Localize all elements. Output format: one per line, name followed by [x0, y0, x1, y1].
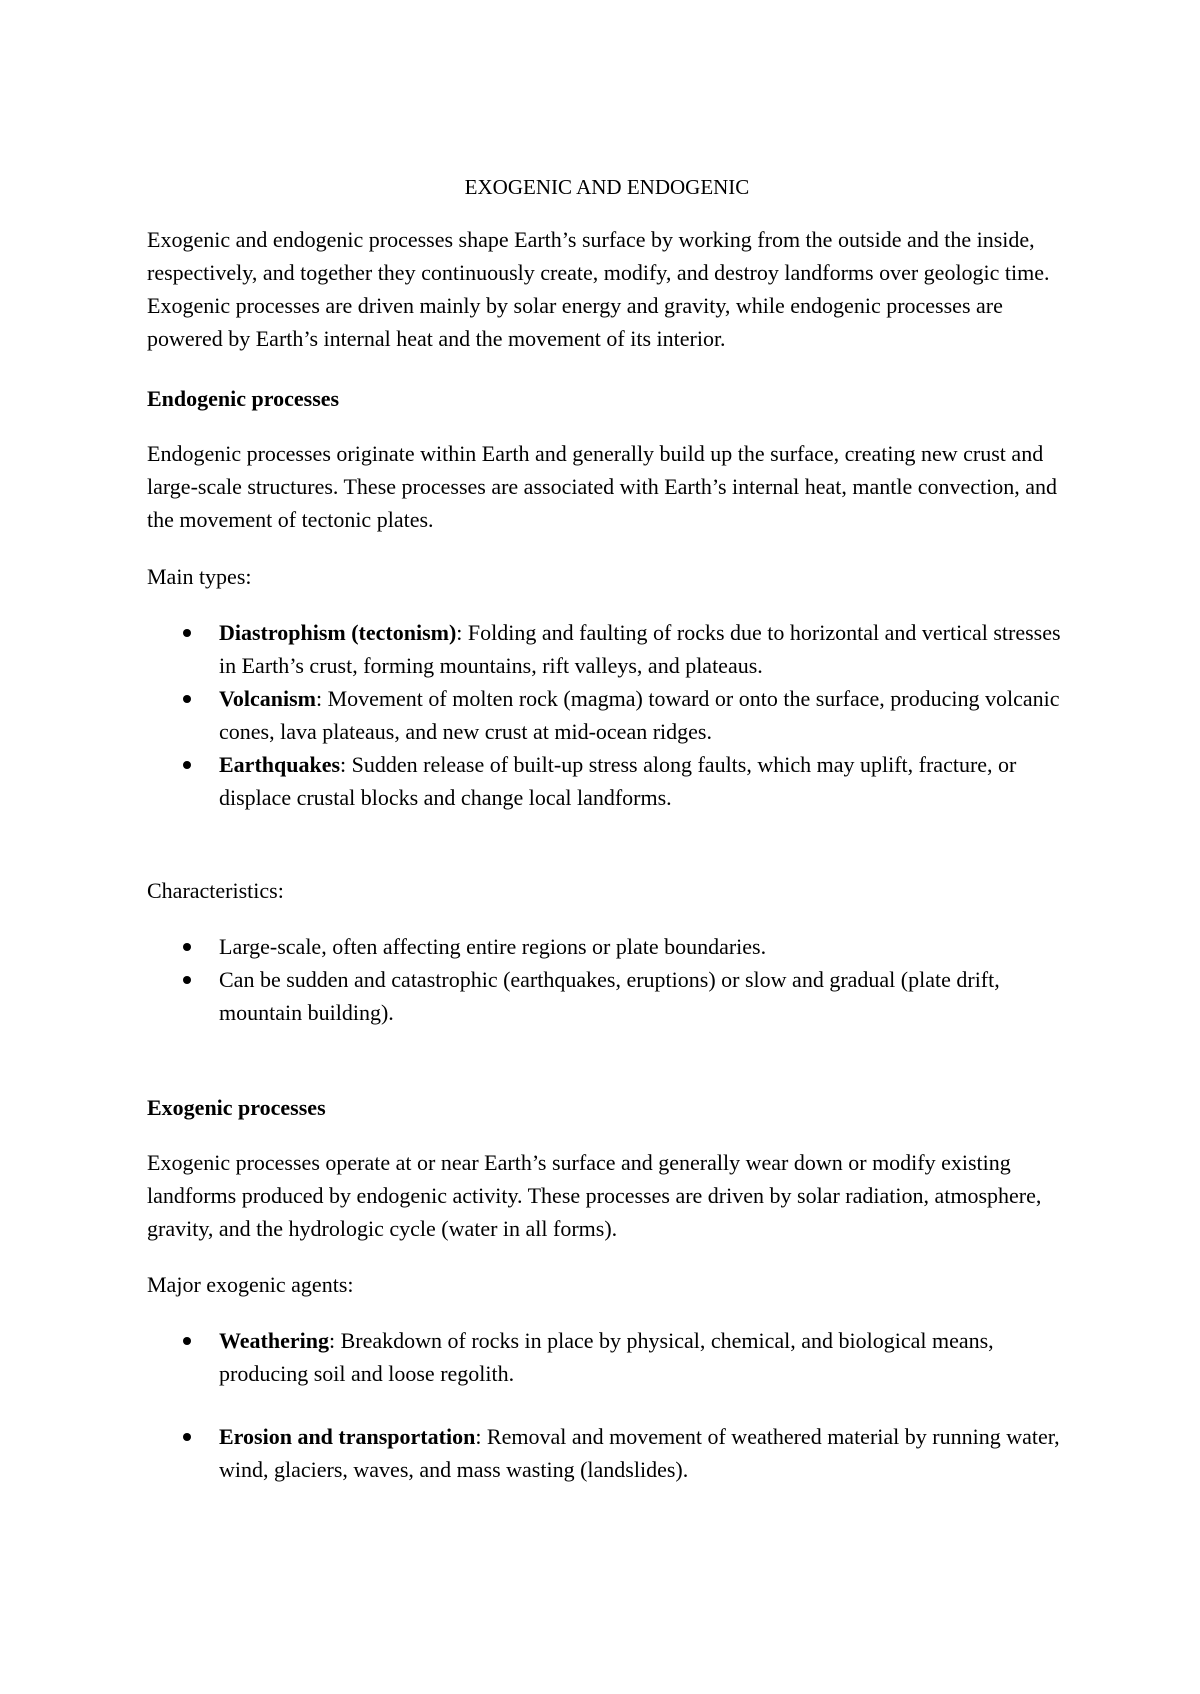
document-page	[147, 172, 1067, 1486]
list-item-term: Volcanism	[219, 686, 316, 711]
bullet-icon	[183, 943, 191, 951]
exogenic-paragraph: Exogenic processes operate at or near Earth’s surface and generally wear down or modify existing landforms produced by endogenic activity. These processes are driven by solar radiation, atmosphere, gravity, and the hydrologic cycle (water in all forms).	[147, 1150, 1042, 1241]
list-item	[147, 1324, 1067, 1390]
list-item-text: : Movement of molten rock (magma) toward or onto the surface, producing volcanic cones, lava plateaus, and new crust at mid-ocean ridges.	[219, 686, 1060, 744]
bullet-icon	[183, 976, 191, 984]
agents-label: Major exogenic agents:	[147, 1272, 354, 1297]
main-types-label: Main types:	[147, 564, 252, 589]
list-item-text: Can be sudden and catastrophic (earthquakes, eruptions) or slow and gradual (plate drift, mountain building).	[219, 967, 1000, 1025]
bullet-icon	[183, 695, 191, 703]
list-item-term: Erosion and transportation	[219, 1424, 476, 1449]
agents-list	[147, 1324, 1067, 1486]
exogenic-heading: Exogenic processes	[147, 1095, 326, 1120]
characteristics-list	[147, 930, 1067, 1029]
document-title: EXOGENIC AND ENDOGENIC	[464, 175, 750, 199]
list-item-text: : Breakdown of rocks in place by physical, chemical, and biological means, producing soil and loose regolith.	[219, 1328, 994, 1386]
list-item-term: Earthquakes	[219, 752, 341, 777]
bullet-icon	[183, 1433, 191, 1441]
bullet-icon	[183, 1337, 191, 1345]
list-item-text: : Folding and faulting of rocks due to horizontal and vertical stresses in Earth’s crust, forming mountains, rift valleys, and plateaus.	[219, 620, 1061, 678]
list-item-text: : Sudden release of built-up stress along faults, which may uplift, fracture, or displace crustal blocks and change local landforms.	[219, 752, 1017, 810]
list-item-term: Weathering	[219, 1328, 329, 1353]
list-item	[147, 616, 1067, 682]
list-item-term: Diastrophism (tectonism)	[219, 620, 457, 645]
list-item	[147, 682, 1067, 748]
main-types-list	[147, 616, 1067, 814]
list-item	[147, 748, 1067, 814]
list-item	[147, 1420, 1067, 1486]
endogenic-paragraph: Endogenic processes originate within Earth and generally build up the surface, creating new crust and large-scale structures. These processes are associated with Earth’s internal heat, mantle convection, and the movement of tectonic plates.	[147, 441, 1058, 532]
list-item-text: : Removal and movement of weathered material by running water, wind, glaciers, waves, and mass wasting (landslides).	[219, 1424, 1060, 1482]
list-item-text: Large-scale, often affecting entire regions or plate boundaries.	[219, 934, 767, 959]
intro-paragraph: Exogenic and endogenic processes shape Earth’s surface by working from the outside and the inside, respectively, and together they continuously create, modify, and destroy landforms over geologic time. Exogenic processes are driven mainly by solar energy and gravity, while endogenic processes are powered by Earth’s internal heat and the movement of its interior.	[147, 227, 1050, 351]
endogenic-heading: Endogenic processes	[147, 386, 340, 411]
list-item	[147, 963, 1067, 1029]
characteristics-label: Characteristics:	[147, 878, 284, 903]
bullet-icon	[183, 629, 191, 637]
bullet-icon	[183, 761, 191, 769]
list-item	[147, 930, 1067, 963]
